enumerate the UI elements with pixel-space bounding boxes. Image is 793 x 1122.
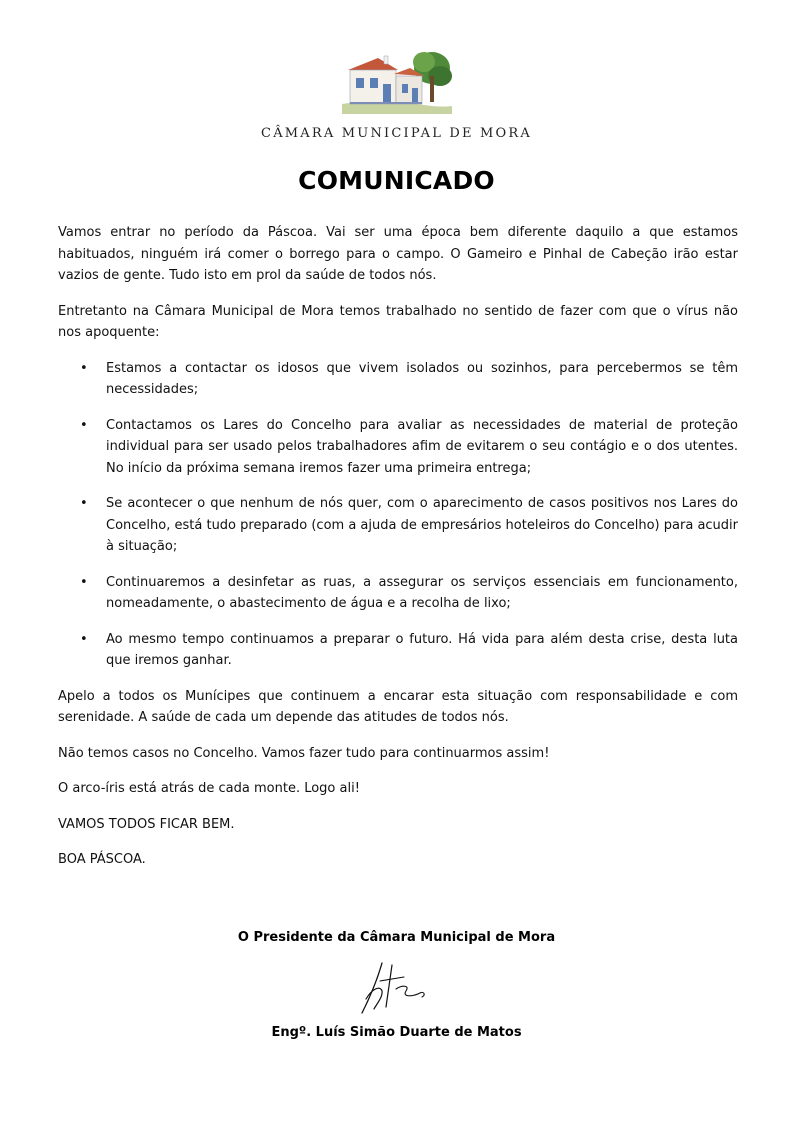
list-item	[58, 358, 738, 401]
measures-list	[58, 358, 738, 672]
organization-name: CÂMARA MUNICIPAL DE MORA	[261, 126, 532, 141]
list-item-text: Continuaremos a desinfetar as ruas, a assegurar os serviços essenciais em funcionamento, nomeadamente, o abastecimento de água e a recolha de lixo;	[106, 574, 738, 611]
paragraph-rainbow: O arco-íris está atrás de cada monte. Logo ali!	[58, 781, 360, 796]
signatory-role: O Presidente da Câmara Municipal de Mora	[237, 930, 556, 945]
paragraph-intro: Vamos entrar no período da Páscoa. Vai ser uma época bem diferente daquilo a que estamos habituados, ninguém irá comer o borrego para o campo. O Gameiro e Pinhal de Cabeção irão estar vazios de gente. Tudo isto em prol da saúde de todos nós.	[58, 225, 738, 283]
bullet-icon: •	[80, 417, 88, 433]
paragraph-easter-greeting: BOA PÁSCOA.	[58, 852, 146, 867]
paragraph-context: Entretanto na Câmara Municipal de Mora temos trabalhado no sentido de fazer com que o vírus não nos apoquente:	[58, 303, 738, 340]
document-title: COMUNICADO	[298, 166, 495, 195]
letter-body	[58, 222, 738, 885]
paragraph-appeal: Apelo a todos os Munícipes que continuem a encarar esta situação com responsabilidade e com serenidade. A saúde de cada um depende das atitudes de todos nós.	[58, 688, 738, 725]
paragraph-stay-well: VAMOS TODOS FICAR BEM.	[58, 816, 235, 832]
list-item-text: Se acontecer o que nenhum de nós quer, com o aparecimento de casos positivos nos Lares do Concelho, está tudo preparado (com a ajuda de empresários hoteleiros do Concelho) para acudir à situação;	[106, 496, 738, 554]
bullet-icon: •	[80, 574, 88, 590]
list-item-text: Estamos a contactar os idosos que vivem isolados ou sozinhos, para percebermos se têm necessidades;	[106, 360, 738, 397]
bullet-icon: •	[80, 360, 88, 376]
list-item	[58, 493, 738, 558]
list-item	[58, 415, 738, 480]
signature-block	[0, 930, 793, 1040]
bullet-icon: •	[80, 496, 88, 511]
list-item-text: Ao mesmo tempo continuamos a preparar o futuro. Há vida para além desta crise, desta luta que iremos ganhar.	[106, 631, 738, 668]
signatory-name: Engº. Luís Simão Duarte de Matos	[271, 1025, 522, 1040]
paragraph-no-cases: Não temos casos no Concelho. Vamos fazer tudo para continuarmos assim!	[58, 745, 550, 761]
list-item	[58, 572, 738, 615]
municipal-building-logo-icon	[340, 46, 454, 118]
handwritten-signature-icon	[352, 959, 442, 1017]
list-item	[58, 629, 738, 672]
list-item-text: Contactamos os Lares do Concelho para avaliar as necessidades de material de proteção individual para ser usado pelos trabalhadores afim de evitarem o seu contágio e o dos utentes. No início da próxima semana iremos fazer uma primeira entrega;	[106, 417, 738, 476]
bullet-icon: •	[80, 631, 88, 647]
